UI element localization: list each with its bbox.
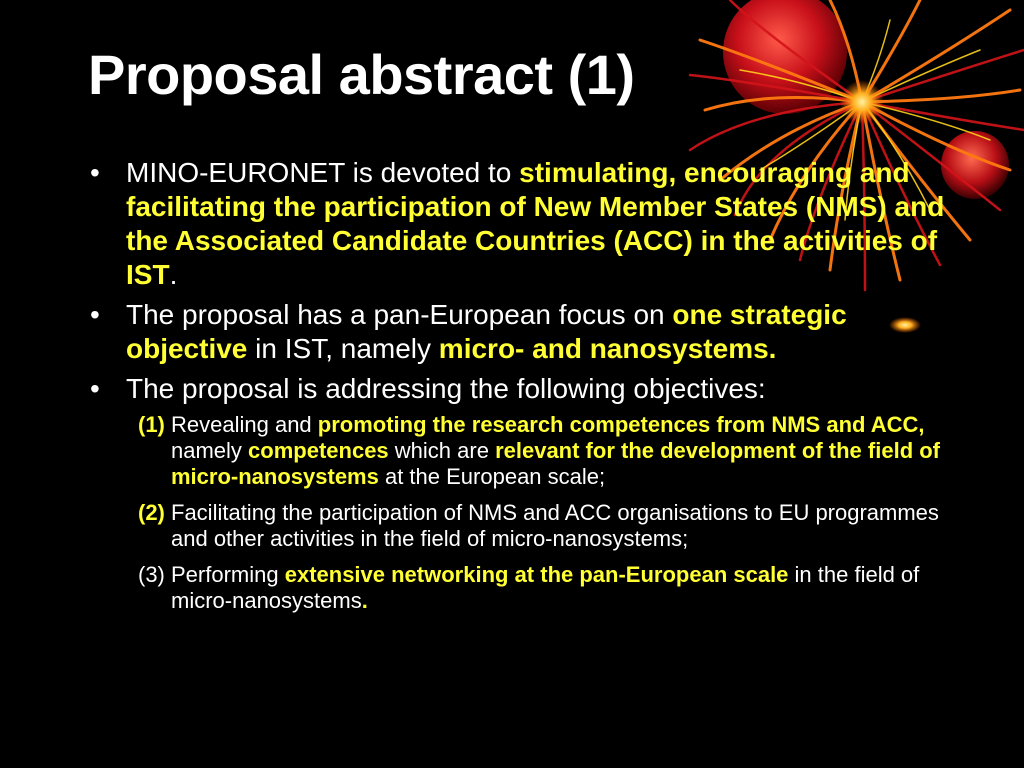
objective-1-text-f: relevant for the development of the field of micro-nanosystems: [171, 438, 941, 489]
bullet-2-text-a: The proposal has a pan-European focus on: [126, 299, 673, 330]
objective-2-text-a: Facilitating the participation of NMS and ACC organisations to EU programmes and other activities in the field of micro-nanosystems;: [164, 500, 939, 551]
bullet-2-text-c: in IST, namely: [247, 333, 439, 364]
bullet-3-text-a: The proposal is addressing the following objectives:: [126, 373, 766, 404]
slide-title: Proposal abstract (1): [88, 43, 635, 106]
objective-1: [86, 412, 946, 490]
objective-2-number: (2): [138, 500, 165, 525]
objective-2: [86, 500, 946, 552]
bullet-marker: •: [90, 299, 100, 330]
slide-body: [86, 156, 946, 624]
objective-1-text-c: namely: [171, 438, 249, 463]
objective-3: [86, 562, 946, 614]
objective-3-text-b: extensive networking at the pan-European scale: [284, 562, 789, 587]
objective-1-text-e: which are: [388, 438, 496, 463]
bullet-marker: •: [90, 373, 100, 404]
objectives-list: [86, 412, 946, 614]
bullet-1: [86, 156, 946, 292]
bullet-2-text-d: micro- and nanosystems.: [438, 333, 777, 364]
bullet-1-text-c: .: [169, 259, 178, 290]
bullet-2-text-b: one strategic objective: [126, 299, 847, 364]
burst-core: [840, 80, 884, 124]
objective-1-number: (1): [138, 412, 165, 437]
objective-1-text-a: Revealing and: [164, 412, 318, 437]
bullet-marker: •: [90, 157, 100, 188]
bullet-2: [86, 298, 946, 366]
objective-1-text-d: competences: [248, 438, 389, 463]
objective-3-text-a: Performing: [164, 562, 285, 587]
objective-3-text-d: .: [361, 588, 368, 613]
bullet-3: [86, 372, 946, 406]
objective-1-text-g: at the European scale;: [378, 464, 606, 489]
bullet-1-text-a: MINO-EURONET is devoted to: [126, 157, 520, 188]
objective-3-text-c: in the field of micro-nanosystems: [171, 562, 920, 613]
objective-1-text-b: promoting the research competences from NMS and ACC,: [317, 412, 925, 437]
objective-3-number: (3): [138, 562, 165, 587]
bullet-1-text-b: stimulating, encouraging and facilitating the participation of New Member States (NMS) and the Associated Candidate Countries (ACC) in the activities of IST: [126, 157, 945, 290]
